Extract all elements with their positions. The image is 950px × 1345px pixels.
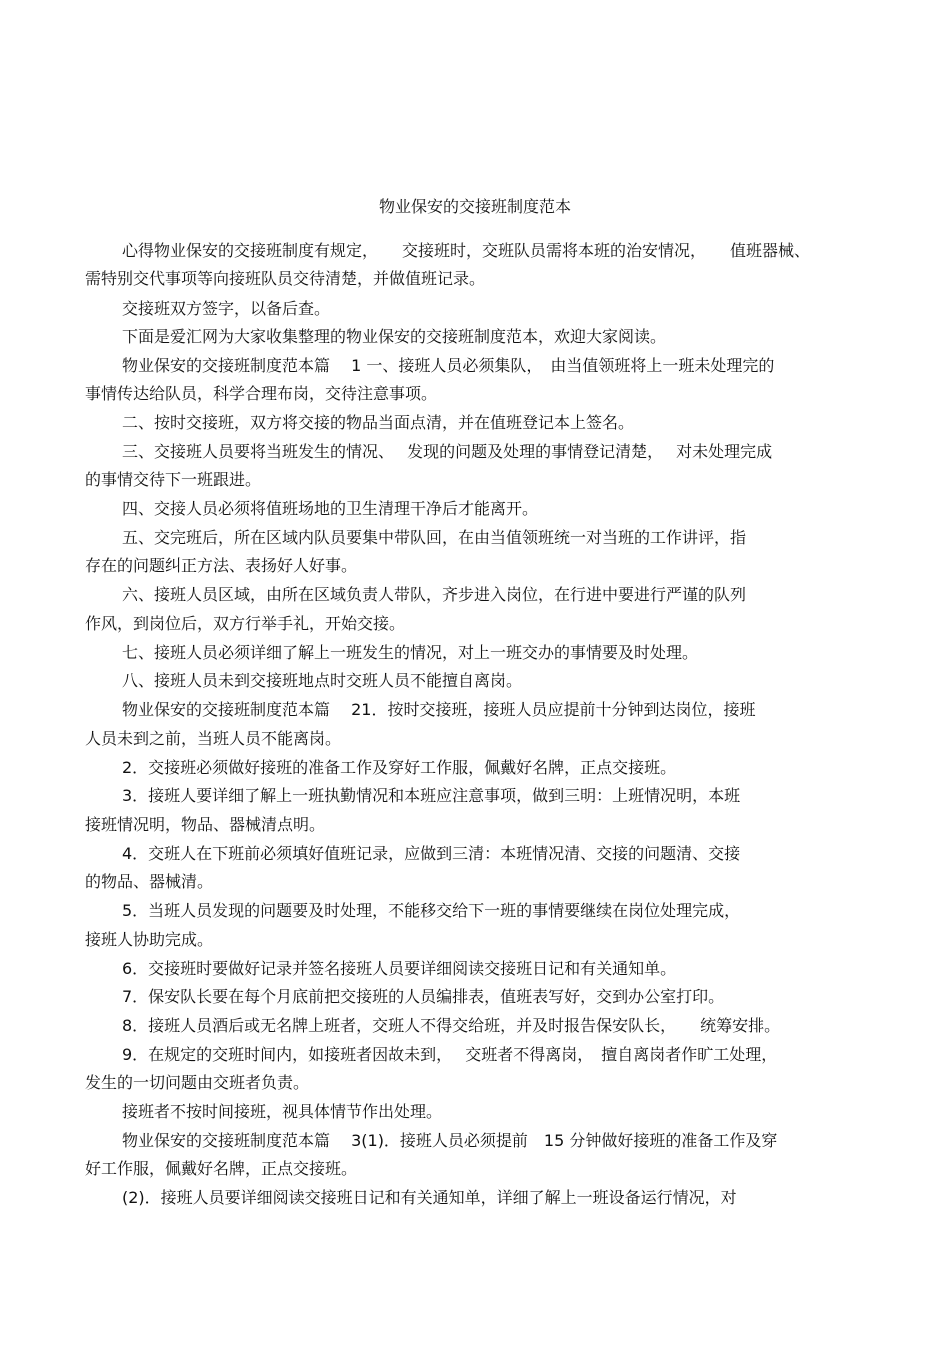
text-line: 八、接班人员未到交接班地点时交班人员不能擅自离岗。 (122, 671, 523, 690)
text-line: 需特别交代事项等向接班队员交待清楚，并做值班记录。 (85, 269, 486, 288)
text-line: 5．当班人员发现的问题要及时处理，不能移交给下一班的事情要继续在岗位处理完成， (122, 901, 741, 920)
text-line: 三、交接班人员要将当班发生的情况、 发现的问题及处理的事情登记清楚， 对未处理完成 (122, 442, 773, 461)
text-line: 好工作服，佩戴好名牌，正点交接班。 (85, 1159, 358, 1178)
text-line: 发生的一切问题由交班者负责。 (85, 1073, 310, 1092)
text-line: 下面是爱汇网为大家收集整理的物业保安的交接班制度范本，欢迎大家阅读。 (122, 327, 667, 346)
text-line: 接班者不按时间接班，视具体情节作出处理。 (122, 1102, 443, 1121)
text-line: 四、交接人员必须将值班场地的卫生清理干净后才能离开。 (122, 499, 539, 518)
text-line: 五、交完班后，所在区域内队员要集中带队回，在由当值领班统一对当班的工作讲评，指 (122, 528, 747, 547)
text-line: 3．接班人要详细了解上一班执勤情况和本班应注意事项，做到三明：上班情况明，本班 (122, 786, 741, 805)
text-line: 物业保安的交接班制度范本篇 3(1)．接班人员必须提前 15 分钟做好接班的准备工作及穿 (122, 1131, 778, 1150)
text-line: 2．交接班必须做好接班的准备工作及穿好工作服，佩戴好名牌，正点交接班。 (122, 758, 677, 777)
text-line: 的物品、器械清。 (85, 872, 214, 891)
text-line: 二、按时交接班，双方将交接的物品当面点清，并在值班登记本上签名。 (122, 413, 635, 432)
text-line: 六、接班人员区域，由所在区域负责人带队，齐步进入岗位，在行进中要进行严谨的队列 (122, 585, 747, 604)
text-line: 的事情交待下一班跟进。 (85, 470, 262, 489)
text-line: 接班人协助完成。 (85, 930, 214, 949)
text-line: 6．交接班时要做好记录并签名接班人员要详细阅读交接班日记和有关通知单。 (122, 959, 677, 978)
text-line: 七、接班人员必须详细了解上一班发生的情况，对上一班交办的事情要及时处理。 (122, 643, 699, 662)
document-title: 物业保安的交接班制度范本 (378, 197, 571, 216)
text-line: 9．在规定的交班时间内，如接班者因故未到， 交班者不得离岗， 擅自离岗者作旷工处理， (122, 1045, 778, 1064)
text-line: 作风，到岗位后，双方行举手礼，开始交接。 (85, 614, 406, 633)
text-line: 心得物业保安的交接班制度有规定， 交接班时，交班队员需将本班的治安情况， 值班器械、 (122, 241, 811, 260)
text-line: 物业保安的交接班制度范本篇 21．按时交接班，接班人员应提前十分钟到达岗位，接班 (122, 700, 756, 719)
text-line: 人员未到之前，当班人员不能离岗。 (85, 729, 342, 748)
text-line: 8．接班人员酒后或无名牌上班者，交班人不得交给班，并及时报告保安队长， 统筹安排。 (122, 1016, 781, 1035)
text-line: (2)．接班人员要详细阅读交接班日记和有关通知单，详细了解上一班设备运行情况，对 (122, 1188, 737, 1207)
text-line: 4．交班人在下班前必须填好值班记录，应做到三清：本班情况清、交接的问题清、交接 (122, 844, 741, 863)
text-line: 物业保安的交接班制度范本篇 1 一、接班人员必须集队， 由当值领班将上一班未处理完的 (122, 356, 775, 375)
text-line: 7．保安队长要在每个月底前把交接班的人员编排表，值班表写好，交到办公室打印。 (122, 987, 725, 1006)
text-line: 交接班双方签字，以备后查。 (122, 299, 331, 318)
text-line: 接班情况明，物品、器械清点明。 (85, 815, 326, 834)
text-line: 事情传达给队员，科学合理布岗，交待注意事项。 (85, 384, 438, 403)
text-line: 存在的问题纠正方法、表扬好人好事。 (85, 556, 358, 575)
